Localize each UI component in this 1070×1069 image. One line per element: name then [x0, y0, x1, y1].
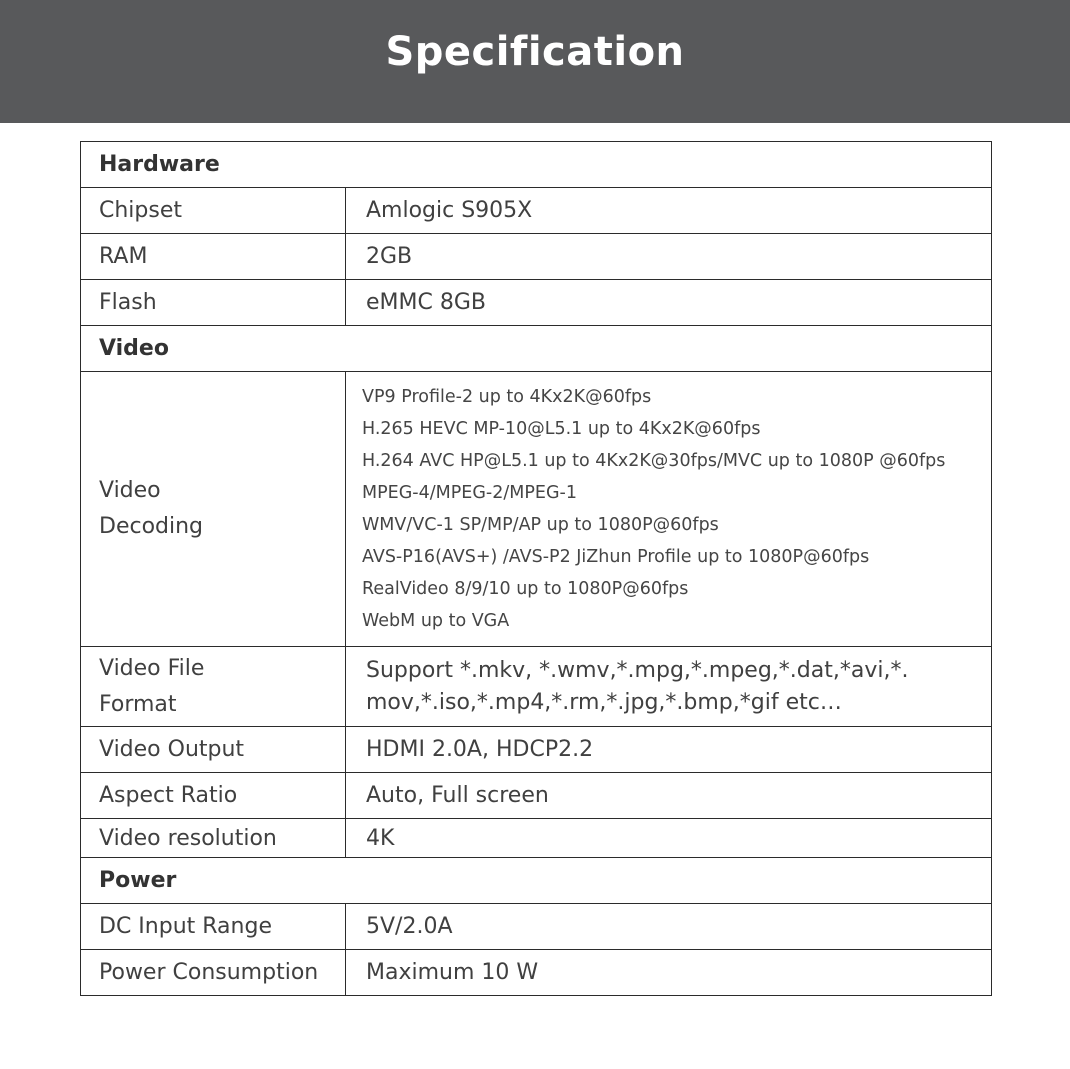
list-item: H.264 AVC HP@L5.1 up to 4Kx2K@30fps/MVC up to 1080P @60fps [362, 451, 946, 471]
table-row [81, 280, 992, 326]
section-row-hardware [81, 142, 992, 188]
list-item: WebM up to VGA [362, 611, 510, 631]
label-line: Decoding [99, 514, 204, 539]
value-line: Support *.mkv, *.wmv,*.mpg,*.mpeg,*.dat,*avi,*. [366, 657, 909, 683]
table-row [81, 234, 992, 280]
list-item: H.265 HEVC MP-10@L5.1 up to 4Kx2K@60fps [362, 419, 761, 439]
section-heading: Power [81, 858, 992, 904]
table-row [81, 773, 992, 819]
list-item: VP9 Profile-2 up to 4Kx2K@60fps [362, 387, 652, 407]
label-line: Video [99, 478, 161, 503]
table-row-video-file-format [81, 647, 992, 727]
label-line: Video File [99, 655, 205, 681]
row-value: 5V/2.0A [346, 904, 992, 950]
section-heading: Video [81, 326, 992, 372]
section-row-power [81, 858, 992, 904]
row-value: 4K [346, 819, 992, 858]
row-value: Amlogic S905X [346, 188, 992, 234]
list-item: AVS-P16(AVS+) /AVS-P2 JiZhun Profile up to 1080P@60fps [362, 547, 870, 567]
decoding-list [346, 372, 992, 647]
row-label: Video Output [81, 727, 346, 773]
table-row [81, 950, 992, 996]
row-label: Power Consumption [81, 950, 346, 996]
row-label: Flash [81, 280, 346, 326]
row-value [346, 647, 992, 727]
page-title: Specification [385, 28, 685, 75]
table-row [81, 727, 992, 773]
row-label: Chipset [81, 188, 346, 234]
spec-table [80, 141, 992, 996]
table-row [81, 819, 992, 858]
row-value: eMMC 8GB [346, 280, 992, 326]
row-label: Video resolution [81, 819, 346, 858]
row-label [81, 647, 346, 727]
section-row-video [81, 326, 992, 372]
label-line: Format [99, 691, 177, 717]
row-label: DC Input Range [81, 904, 346, 950]
section-heading: Hardware [81, 142, 992, 188]
row-value: 2GB [346, 234, 992, 280]
row-value: Auto, Full screen [346, 773, 992, 819]
header-banner [0, 0, 1070, 123]
table-row-video-decoding [81, 372, 992, 647]
row-label [81, 372, 346, 647]
row-value: HDMI 2.0A, HDCP2.2 [346, 727, 992, 773]
table-row [81, 904, 992, 950]
list-item: WMV/VC-1 SP/MP/AP up to 1080P@60fps [362, 515, 719, 535]
row-value: Maximum 10 W [346, 950, 992, 996]
list-item: MPEG-4/MPEG-2/MPEG-1 [362, 483, 577, 503]
value-line: mov,*.iso,*.mp4,*.rm,*.jpg,*.bmp,*gif etc… [366, 689, 842, 715]
row-label: Aspect Ratio [81, 773, 346, 819]
list-item: RealVideo 8/9/10 up to 1080P@60fps [362, 579, 689, 599]
row-label: RAM [81, 234, 346, 280]
table-row [81, 188, 992, 234]
